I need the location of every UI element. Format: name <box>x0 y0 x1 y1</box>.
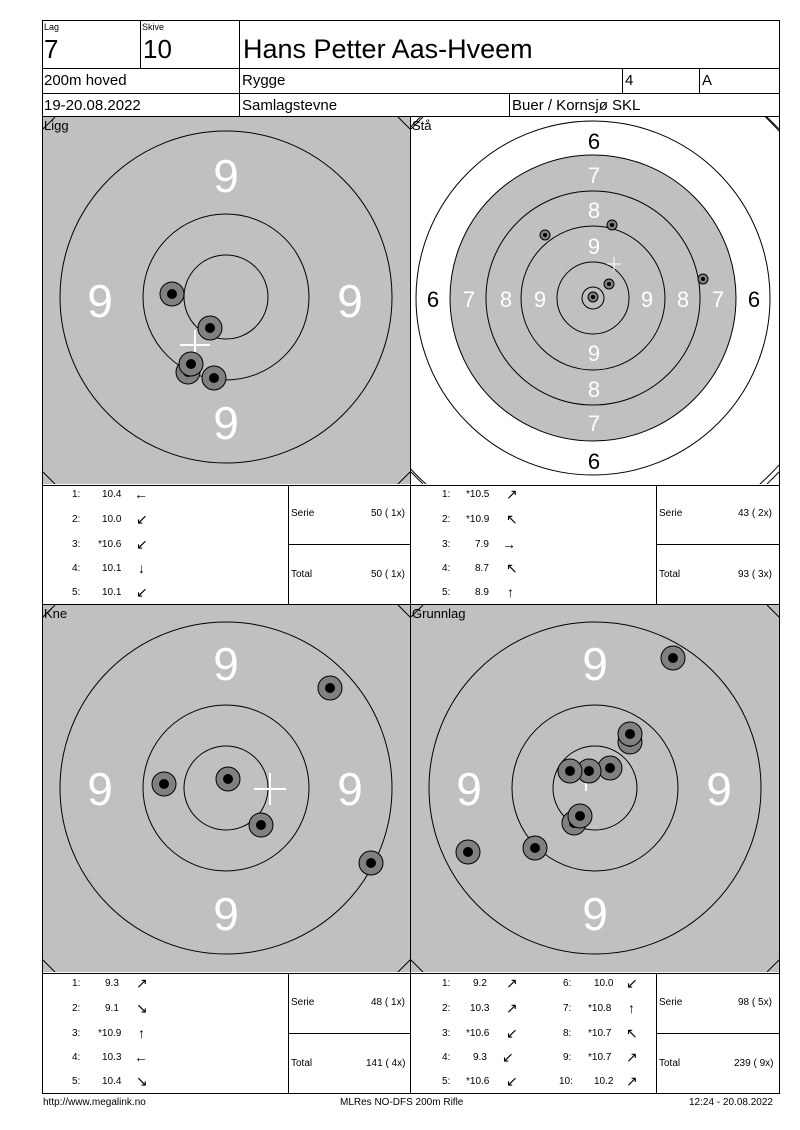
shot-direction-icon: ↗ <box>626 1049 638 1065</box>
shot-number: 4: <box>72 563 81 574</box>
shot-value: 8.7 <box>475 563 489 574</box>
panel-label-kne: Kne <box>44 606 68 621</box>
shot-direction-icon: ↑ <box>138 1025 145 1041</box>
ring-label-7: 7 <box>587 411 601 436</box>
shot-number: 10: <box>559 1076 573 1087</box>
series-value: 98 ( 5x) <box>738 997 772 1008</box>
shot-direction-icon: ← <box>134 486 148 502</box>
ring-label-bottom: 9 <box>213 888 239 940</box>
shot-value: *10.8 <box>588 1003 612 1014</box>
series-label: Serie <box>291 997 315 1008</box>
shot-value: 10.2 <box>594 1076 614 1087</box>
club: Buer / Kornsjø SKL <box>512 97 641 114</box>
shot-value: *10.6 <box>466 1076 490 1087</box>
shot-value: 10.3 <box>470 1003 490 1014</box>
shot-number: 4: <box>72 1052 81 1063</box>
shot-direction-icon: ↑ <box>507 584 514 600</box>
shot-number: 4: <box>442 563 451 574</box>
total-label: Total <box>659 569 681 580</box>
number: 4 <box>625 72 634 89</box>
shot-number: 5: <box>72 587 81 598</box>
shot-value: *10.9 <box>98 1028 122 1039</box>
shot-value: 10.3 <box>102 1052 122 1063</box>
shot-value: *10.9 <box>466 514 490 525</box>
shot-value: 9.1 <box>105 1003 119 1014</box>
target-sta <box>411 117 779 484</box>
ring-label-top: 9 <box>213 150 239 202</box>
ring-label-7: 7 <box>587 163 601 188</box>
shot-value: 9.3 <box>473 1052 487 1063</box>
lag-value: 7 <box>44 34 59 64</box>
series-label: Serie <box>291 508 315 519</box>
ring-label-9: 9 <box>587 234 601 259</box>
lag-label: Lag <box>44 22 60 32</box>
shot-direction-icon: ↗ <box>506 1000 518 1016</box>
ring-label-6: 6 <box>587 129 601 154</box>
shot-value: *10.6 <box>466 1028 490 1039</box>
shot-direction-icon: ↗ <box>506 975 518 991</box>
total-label: Total <box>291 1058 313 1069</box>
event: Samlagstevne <box>242 97 338 114</box>
shot-direction-icon: ↑ <box>628 1000 635 1016</box>
shot-number: 2: <box>442 514 451 525</box>
ring-label-9: 9 <box>640 287 654 312</box>
footer-timestamp: 12:24 - 20.08.2022 <box>689 1097 773 1108</box>
shot-number: 9: <box>563 1052 572 1063</box>
shot-direction-icon: ↘ <box>136 1073 148 1089</box>
shot-number: 4: <box>442 1052 451 1063</box>
ring-label-right: 9 <box>706 763 732 815</box>
shot-direction-icon: ↙ <box>506 1025 518 1041</box>
shot-number: 8: <box>563 1028 572 1039</box>
shot-value: 10.0 <box>594 978 614 989</box>
location: Rygge <box>242 72 286 89</box>
shot-number: 5: <box>442 587 451 598</box>
shot-number: 6: <box>563 978 572 989</box>
ring-label-8: 8 <box>587 198 601 223</box>
ring-label-6: 6 <box>587 449 601 474</box>
shot-value: 7.9 <box>475 539 489 550</box>
ring-label-6: 6 <box>426 287 440 312</box>
series-value: 50 ( 1x) <box>371 508 405 519</box>
ring-label-left: 9 <box>87 763 113 815</box>
shooter-name: Hans Petter Aas-Hveem <box>243 34 533 64</box>
ring-label-top: 9 <box>213 638 239 690</box>
shot-number: 5: <box>72 1076 81 1087</box>
shot-direction-icon: ↘ <box>136 1000 148 1016</box>
ring-label-bottom: 9 <box>582 888 608 940</box>
shot-direction-icon: ↖ <box>506 560 518 576</box>
series-label: Serie <box>659 997 683 1008</box>
ring-label-8: 8 <box>587 377 601 402</box>
skive-label: Skive <box>142 22 165 32</box>
total-value: 239 ( 9x) <box>734 1058 774 1069</box>
shot-number: 1: <box>442 489 451 500</box>
shot-value: 10.1 <box>102 563 122 574</box>
shot-number: 7: <box>563 1003 572 1014</box>
ring-label-7: 7 <box>711 287 725 312</box>
shot-direction-icon: ← <box>134 1049 148 1065</box>
shot-number: 2: <box>442 1003 451 1014</box>
total-value: 50 ( 1x) <box>371 569 405 580</box>
ring-label-right: 9 <box>337 763 363 815</box>
shot-value: 8.9 <box>475 587 489 598</box>
shot-direction-icon: ↖ <box>626 1025 638 1041</box>
shot-value: *10.6 <box>98 539 122 550</box>
ring-label-7: 7 <box>462 287 476 312</box>
shot-number: 3: <box>72 539 81 550</box>
shot-number: 2: <box>72 514 81 525</box>
footer-program: MLRes NO-DFS 200m Rifle <box>340 1097 464 1108</box>
ring-label-left: 9 <box>456 763 482 815</box>
ring-label-bottom: 9 <box>213 397 239 449</box>
shot-value: *10.7 <box>588 1052 612 1063</box>
shot-value: 10.1 <box>102 587 122 598</box>
shot-direction-icon: ↗ <box>136 975 148 991</box>
shot-value: 10.4 <box>102 1076 122 1087</box>
date: 19-20.08.2022 <box>44 97 141 114</box>
total-label: Total <box>291 569 313 580</box>
shot-direction-icon: → <box>502 536 516 552</box>
shot-value: 9.2 <box>473 978 487 989</box>
shot-number: 1: <box>72 978 81 989</box>
shot-number: 1: <box>72 489 81 500</box>
ring-label-9: 9 <box>533 287 547 312</box>
ring-label-top: 9 <box>582 638 608 690</box>
panel-label-sta: Stå <box>412 118 432 133</box>
total-value: 93 ( 3x) <box>738 569 772 580</box>
shot-number: 3: <box>442 539 451 550</box>
shot-number: 3: <box>72 1028 81 1039</box>
shot-number: 1: <box>442 978 451 989</box>
program: 200m hoved <box>44 72 127 89</box>
shot-value: 10.4 <box>102 489 122 500</box>
series-label: Serie <box>659 508 683 519</box>
series-value: 43 ( 2x) <box>738 508 772 519</box>
panel-label-ligg: Ligg <box>44 118 69 133</box>
ring-label-9: 9 <box>587 341 601 366</box>
skive-value: 10 <box>143 34 172 64</box>
target-grunnlag <box>411 605 779 972</box>
series-value: 48 ( 1x) <box>371 997 405 1008</box>
total-label: Total <box>659 1058 681 1069</box>
shot-direction-icon: ↙ <box>136 511 148 527</box>
target-ligg <box>43 117 410 484</box>
shot-direction-icon: ↗ <box>626 1073 638 1089</box>
shot-direction-icon: ↓ <box>138 560 145 576</box>
ring-label-8: 8 <box>676 287 690 312</box>
shot-direction-icon: ↙ <box>626 975 638 991</box>
shot-value: *10.7 <box>588 1028 612 1039</box>
ring-label-right: 9 <box>337 275 363 327</box>
shot-direction-icon: ↙ <box>136 536 148 552</box>
ring-label-6: 6 <box>747 287 761 312</box>
shot-direction-icon: ↙ <box>502 1049 514 1065</box>
shot-number: 2: <box>72 1003 81 1014</box>
target-kne <box>43 605 410 972</box>
ring-label-left: 9 <box>87 275 113 327</box>
footer-url[interactable]: http://www.megalink.no <box>43 1097 146 1108</box>
shot-direction-icon: ↙ <box>506 1073 518 1089</box>
shot-value: 9.3 <box>105 978 119 989</box>
shot-direction-icon: ↖ <box>506 511 518 527</box>
shot-value: *10.5 <box>466 489 490 500</box>
class: A <box>702 72 713 89</box>
panel-label-grunnlag: Grunnlag <box>412 606 466 621</box>
shot-direction-icon: ↙ <box>136 584 148 600</box>
shot-direction-icon: ↗ <box>506 486 518 502</box>
ring-label-8: 8 <box>499 287 513 312</box>
shot-value: 10.0 <box>102 514 122 525</box>
total-value: 141 ( 4x) <box>366 1058 406 1069</box>
shot-number: 5: <box>442 1076 451 1087</box>
shot-number: 3: <box>442 1028 451 1039</box>
